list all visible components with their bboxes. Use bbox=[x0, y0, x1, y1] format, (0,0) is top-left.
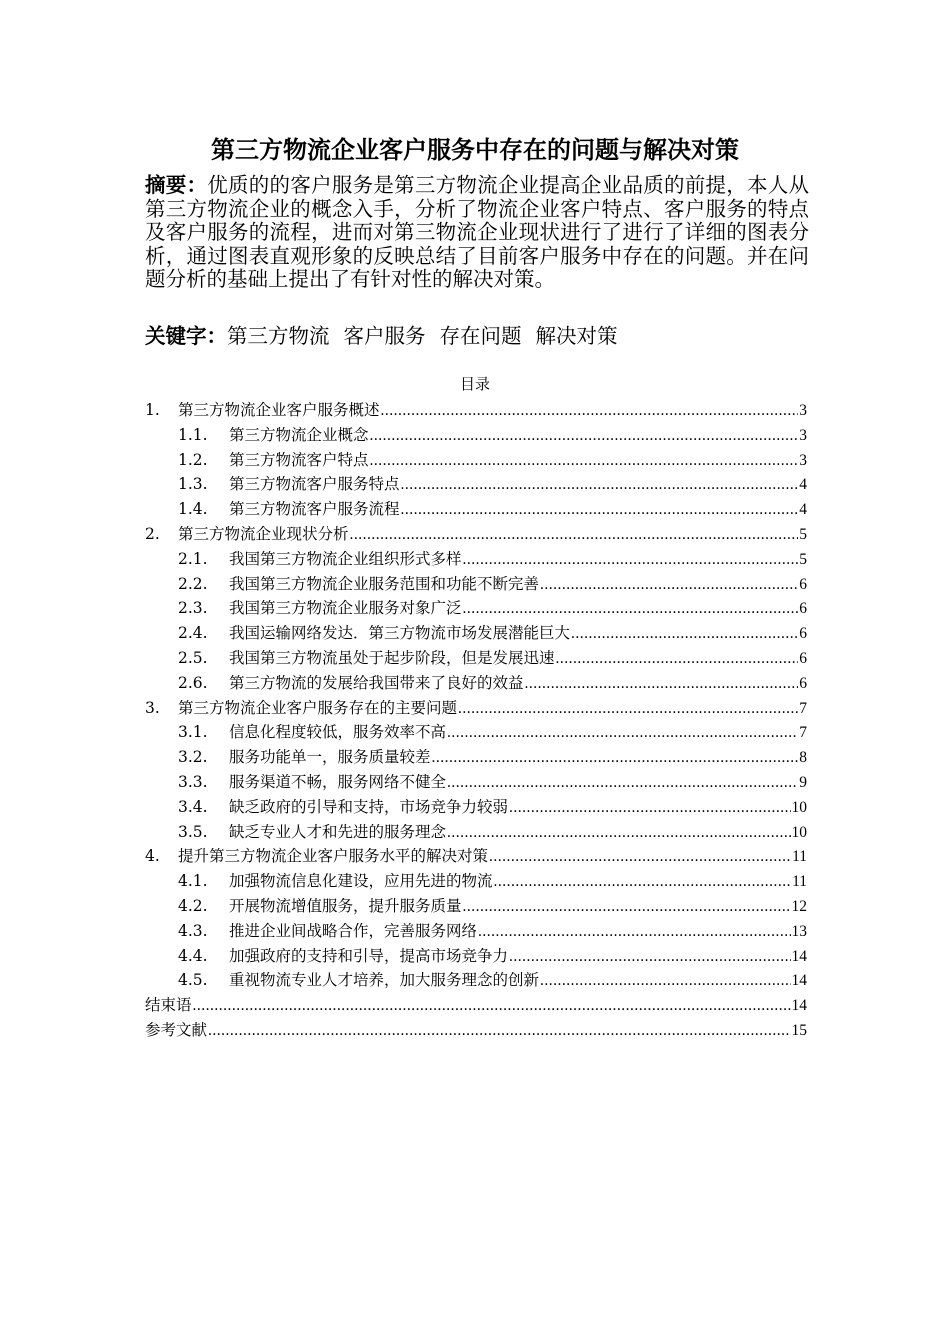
toc-entry-text: 服务功能单一，服务质量较差 bbox=[229, 748, 431, 767]
toc-entry-number: 4.3. bbox=[178, 921, 208, 940]
toc-entry-page: 4 bbox=[799, 476, 807, 494]
toc-entry-page: 10 bbox=[791, 823, 807, 841]
toc-leader-dots bbox=[463, 895, 791, 920]
toc-entry-page: 15 bbox=[791, 1021, 807, 1039]
toc-entry[interactable] bbox=[145, 522, 807, 547]
toc-leader-dots bbox=[489, 845, 791, 870]
toc-entry-number: 4.2. bbox=[178, 896, 208, 915]
toc-entry-text: 第三方物流企业客户服务概述 bbox=[178, 401, 380, 419]
toc-entry-text: 我国运输网络发达．第三方物流市场发展潜能巨大 bbox=[229, 624, 571, 643]
toc-entry-page: 6 bbox=[799, 600, 807, 618]
toc-leader-dots bbox=[463, 548, 799, 573]
toc-leader-dots bbox=[208, 1019, 790, 1044]
toc-entry-page: 3 bbox=[799, 451, 807, 469]
toc-entry-text: 第三方物流企业客户服务存在的主要问题 bbox=[178, 698, 458, 717]
toc-entry-page: 3 bbox=[799, 402, 807, 419]
toc-entry-page: 4 bbox=[799, 501, 807, 519]
table-of-contents bbox=[145, 398, 807, 1043]
toc-title: 目录 bbox=[459, 375, 490, 393]
toc-leader-dots bbox=[447, 821, 790, 846]
toc-leader-dots bbox=[447, 721, 798, 746]
toc-entry-text: 第三方物流客户服务流程 bbox=[229, 500, 400, 519]
toc-entry-number: 3.2. bbox=[178, 748, 208, 767]
toc-entry[interactable] bbox=[145, 968, 807, 993]
toc-entry-text: 我国第三方物流虽处于起步阶段，但是发展迅速 bbox=[229, 648, 555, 667]
toc-entry-text: 第三方物流客户服务特点 bbox=[229, 475, 400, 494]
toc-entry-number: 2.2. bbox=[178, 574, 208, 593]
toc-entry-text: 结束语 bbox=[145, 996, 192, 1015]
toc-entry-page: 7 bbox=[799, 699, 807, 717]
toc-entry[interactable] bbox=[145, 398, 807, 423]
toc-leader-dots bbox=[540, 969, 790, 994]
toc-leader-dots bbox=[401, 498, 799, 523]
document-title: 第三方物流企业客户服务中存在的问题与解决对策 bbox=[211, 135, 739, 164]
toc-entry-text: 加强政府的支持和引导，提高市场竞争力 bbox=[229, 946, 509, 965]
toc-entry-number: 1.2. bbox=[178, 450, 208, 469]
toc-leader-dots bbox=[370, 449, 799, 474]
toc-entry-text: 缺乏政府的引导和支持，市场竞争力较弱 bbox=[229, 797, 509, 816]
toc-leader-dots bbox=[370, 424, 799, 449]
toc-entry-number: 1. bbox=[145, 401, 160, 419]
toc-entry[interactable] bbox=[145, 795, 807, 820]
toc-entry-text: 缺乏专业人才和先进的服务理念 bbox=[229, 822, 447, 841]
toc-leader-dots bbox=[540, 573, 798, 598]
toc-entry[interactable] bbox=[145, 497, 807, 522]
toc-entry[interactable] bbox=[145, 820, 807, 845]
toc-entry-page: 14 bbox=[791, 997, 807, 1015]
toc-leader-dots bbox=[401, 473, 799, 498]
toc-entry[interactable] bbox=[145, 770, 807, 795]
toc-leader-dots bbox=[432, 746, 799, 771]
toc-entry[interactable] bbox=[145, 844, 807, 869]
toc-entry-text: 第三方物流企业现状分析 bbox=[178, 524, 349, 543]
toc-entry[interactable] bbox=[145, 919, 807, 944]
toc-entry-page: 12 bbox=[791, 897, 807, 915]
toc-entry-page: 5 bbox=[799, 525, 807, 543]
toc-entry-page: 10 bbox=[791, 798, 807, 816]
toc-entry-page: 6 bbox=[799, 649, 807, 667]
toc-entry-page: 14 bbox=[791, 947, 807, 965]
toc-entry-text: 信息化程度较低，服务效率不高 bbox=[229, 723, 447, 742]
toc-entry-number: 2.6. bbox=[178, 673, 208, 692]
toc-leader-dots bbox=[494, 870, 792, 895]
toc-entry-number: 3.5. bbox=[178, 822, 208, 841]
toc-entry[interactable] bbox=[145, 646, 807, 671]
toc-entry-page: 6 bbox=[799, 674, 807, 692]
toc-entry-number: 1.3. bbox=[178, 475, 208, 494]
toc-entry-number: 1.4. bbox=[178, 500, 208, 519]
toc-entry-page: 11 bbox=[792, 873, 807, 891]
toc-leader-dots bbox=[350, 523, 799, 548]
toc-entry-number: 2.5. bbox=[178, 648, 208, 667]
toc-entry-text: 重视物流专业人才培养，加大服务理念的创新 bbox=[229, 971, 540, 990]
toc-entry-page: 11 bbox=[792, 848, 807, 866]
toc-entry-text: 推进企业间战略合作，完善服务网络 bbox=[229, 921, 478, 940]
toc-entry-page: 7 bbox=[799, 724, 807, 742]
keyword: 存在问题 bbox=[439, 324, 522, 348]
toc-leader-dots bbox=[193, 994, 791, 1019]
toc-entry-text: 第三方物流的发展给我国带来了良好的效益 bbox=[229, 673, 524, 692]
toc-entry[interactable] bbox=[145, 472, 807, 497]
toc-entry-number: 3.1. bbox=[178, 723, 208, 742]
toc-entry[interactable] bbox=[145, 696, 807, 721]
toc-entry-text: 我国第三方物流企业服务范围和功能不断完善 bbox=[229, 574, 540, 593]
keyword: 第三方物流 bbox=[227, 324, 330, 348]
toc-entry[interactable] bbox=[145, 993, 807, 1018]
toc-entry-page: 5 bbox=[799, 550, 807, 568]
toc-entry-number: 3.4. bbox=[178, 797, 208, 816]
toc-entry-text: 开展物流增值服务，提升服务质量 bbox=[229, 896, 462, 915]
toc-entry-page: 6 bbox=[799, 575, 807, 593]
toc-leader-dots bbox=[478, 920, 790, 945]
toc-entry-number: 4.1. bbox=[178, 872, 208, 891]
toc-entry-number: 4.4. bbox=[178, 946, 208, 965]
keyword: 解决对策 bbox=[535, 324, 618, 348]
toc-leader-dots bbox=[509, 796, 790, 821]
toc-entry[interactable] bbox=[145, 1018, 807, 1043]
toc-entry-text: 我国第三方物流企业组织形式多样 bbox=[229, 549, 462, 568]
toc-entry[interactable] bbox=[145, 671, 807, 696]
toc-entry-number: 1.1. bbox=[178, 425, 208, 444]
toc-entry-text: 第三方物流客户特点 bbox=[229, 450, 369, 469]
toc-entry-page: 14 bbox=[791, 972, 807, 990]
keywords-label: 关键字： bbox=[145, 324, 227, 348]
toc-leader-dots bbox=[525, 672, 799, 697]
abstract bbox=[145, 174, 809, 292]
toc-entry[interactable] bbox=[145, 720, 807, 745]
toc-entry-page: 13 bbox=[791, 922, 807, 940]
keywords bbox=[145, 322, 632, 350]
toc-leader-dots bbox=[463, 597, 799, 622]
toc-entry[interactable] bbox=[145, 621, 807, 646]
toc-entry-number: 4. bbox=[145, 847, 160, 866]
toc-entry-text: 提升第三方物流企业客户服务水平的解决对策 bbox=[178, 847, 489, 866]
abstract-text: 优质的的客户服务是第三方物流企业提高企业品质的前提，本人从第三方物流企业的概念入手，分析了物流企业客户特点、客户服务的特点及客户服务的流程，进而对第三物流企业现状进行了进行了详细的图表分析，通过图表直观形象的反映总结了目前客户服务中存在的问题。并在问题分析的基础上提出了有针对性的解决对策。 bbox=[145, 173, 810, 291]
toc-entry-number: 2.4. bbox=[178, 624, 208, 643]
toc-entry-number: 2. bbox=[145, 524, 160, 543]
toc-entry[interactable] bbox=[145, 448, 807, 473]
toc-entry[interactable] bbox=[145, 423, 807, 448]
toc-entry[interactable] bbox=[145, 944, 807, 969]
toc-leader-dots bbox=[458, 697, 798, 722]
toc-entry-text: 第三方物流企业概念 bbox=[229, 425, 369, 444]
toc-leader-dots bbox=[447, 771, 798, 796]
toc-entry-text: 服务渠道不畅，服务网络不健全 bbox=[229, 772, 447, 791]
toc-leader-dots bbox=[556, 647, 799, 672]
keyword: 客户服务 bbox=[343, 324, 426, 348]
toc-entry[interactable] bbox=[145, 596, 807, 621]
toc-entry-text: 加强物流信息化建设，应用先进的物流 bbox=[229, 872, 493, 891]
toc-entry[interactable] bbox=[145, 572, 807, 597]
toc-leader-dots bbox=[381, 399, 799, 424]
toc-entry[interactable] bbox=[145, 745, 807, 770]
toc-leader-dots bbox=[571, 622, 798, 647]
toc-entry[interactable] bbox=[145, 894, 807, 919]
toc-leader-dots bbox=[509, 945, 790, 970]
toc-entry-page: 9 bbox=[799, 773, 807, 791]
toc-entry-number: 3.3. bbox=[178, 772, 208, 791]
toc-entry-number: 2.3. bbox=[178, 599, 208, 618]
toc-entry-number: 2.1. bbox=[178, 549, 208, 568]
toc-entry-page: 3 bbox=[799, 426, 807, 444]
abstract-label: 摘要： bbox=[145, 173, 208, 197]
toc-entry[interactable] bbox=[145, 869, 807, 894]
toc-entry-number: 3. bbox=[145, 698, 160, 717]
toc-entry-text: 参考文献 bbox=[145, 1020, 208, 1039]
toc-entry-number: 4.5. bbox=[178, 971, 208, 990]
toc-entry-page: 8 bbox=[799, 749, 807, 767]
toc-entry-page: 6 bbox=[799, 625, 807, 643]
toc-entry-text: 我国第三方物流企业服务对象广泛 bbox=[229, 599, 462, 618]
toc-entry[interactable] bbox=[145, 547, 807, 572]
